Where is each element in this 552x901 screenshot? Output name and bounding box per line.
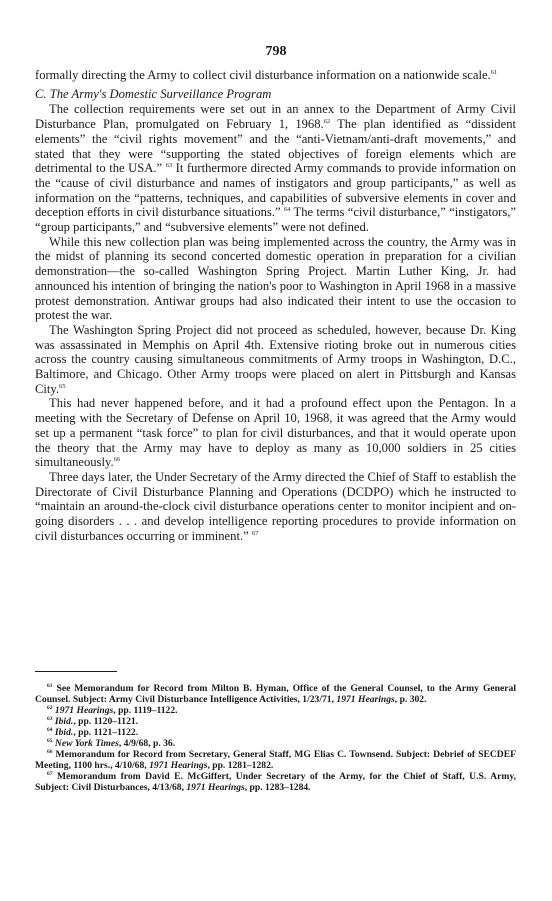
footnote-reference: 61 [490,68,498,76]
text-run: Memorandum from David E. McGiffert, Under Secretary of the Army, for the Chief of Staff, U.S. Army, Subject: Civil Disturbances, 4/13/68, [35,771,516,793]
footnote-reference: 63 [47,715,53,722]
text-run: , pp. 1121–1122. [73,727,139,738]
text-run: , 4/9/68, p. 36. [118,738,176,749]
citation-title: 1971 Hearings [186,782,245,793]
footnote-reference: 64 [283,206,291,214]
text-run: While this new collection plan was being implemented across the country, the Army was in the midst of planning its second concerted domestic operation in preparation for a civilian demonstration—the so-called Washington Spring Project. Martin Luther King, Jr. had announced his intention of bringing the nation's poor to Washington in April 1968 in a massive protest demonstration. Antiwar groups had also indicated their intent to use the occasion to protest the war. [35,234,516,323]
footnote-reference: 64 [47,726,53,733]
text-run: See Memorandum for Record from Milton B. Hyman, Office of the General Counsel, to the Army General Counsel. Subject: Army Civil Disturbance Intelligence Activities, 1/23/71, [35,683,516,705]
footnote-reference: 66 [47,748,53,755]
text-run: The plan identified as “dissident elements” the “civil rights movement” and the “anti-Vietnam/anti-draft movements,” and stated that they were “supporting the stated objectives of foreign elements which are detrimental to the USA.” [35,117,516,176]
section-heading: C. The Army's Domestic Surveillance Program [35,86,272,101]
text-run: The collection requirements were set out in an annex to the Department of Army Civil Disturbance Plan, promulgated on February 1, 1968. [35,102,516,132]
footnotes [35,683,516,793]
footnote-divider [35,671,117,672]
footnote-reference: 65 [59,382,66,390]
paragraph [35,323,516,397]
text-run: Three days later, the Under Secretary of the Army directed the Chief of Staff to establish the Directorate of Civil Disturbance Planning and Operations (DCDPO) which he instructed to “maintain an around-the-clock civil disturbance operations center to monitor incipient and on-going disorders . . . and develop intelligence reporting procedures to provide information on civil disturbances occurring or imminent.” [35,469,516,543]
citation-title: Ibid. [54,727,74,738]
paragraph [35,68,516,83]
footnote-reference: 67 [251,529,259,537]
text-run: The Washington Spring Project did not proceed as scheduled, however, because Dr. King was assassinated in Memphis on April 4th. Extensive rioting broke out in numerous cities across the country causing simultaneous commitments of Army troops in Washington, D.C., Baltimore, and Chicago. Other Army troops were placed on alert in Pittsburgh and Kansas City. [35,322,516,396]
body-text [35,68,516,544]
paragraph [35,102,516,234]
footnote-reference: 62 [47,704,53,711]
text-run: , pp. 1281–1282. [207,760,274,771]
citation-title: 1971 Hearings [149,760,208,771]
citation-title: Ibid. [54,716,74,727]
footnote [35,738,516,749]
paragraph [35,235,516,323]
text-run: , pp. 1283–1284. [244,782,311,793]
footnote [35,727,516,738]
citation-title: New York Times [54,738,119,749]
footnote [35,683,516,705]
footnote-reference: 61 [47,682,53,689]
footnote [35,716,516,727]
footnote-reference: 66 [113,456,121,464]
text-run: This had never happened before, and it had a profound effect upon the Pentagon. In a meeting with the Secretary of Defense on April 10, 1968, it was agreed that the Army would set up a permanent “task force” to plan for civil disturbances, and that it would operate upon the theory that the Army may have to deploy as many as 10,000 soldiers in 25 cities simultaneously. [35,396,516,470]
footnote-reference: 67 [47,770,53,777]
citation-title: 1971 Hearings [54,705,114,716]
text-run: The terms “civil disturbance,” “instigators,” “group participants,” and “subversive elements” were not defined. [35,205,516,235]
page-number: 798 [265,44,287,59]
footnote [35,749,516,771]
text-run: , p. 302. [394,694,427,705]
footnote [35,705,516,716]
text-run: , pp. 1119–1122. [113,705,178,716]
text-run: formally directing the Army to collect civil disturbance information on a nationwide scale. [35,68,491,82]
text-run: , pp. 1120–1121. [73,716,139,727]
footnote-reference: 63 [165,162,173,170]
footnote-reference: 65 [47,737,53,744]
footnote-reference: 62 [323,117,331,125]
footnote [35,771,516,793]
text-run: It furthermore directed Army commands to provide information on the “cause of civil disturbance and names of instigators and group participants,” as well as information on the “patterns, techniques, and capabilities of subversive elements in cover and deception efforts in civil disturbance situations.” [35,161,516,220]
citation-title: 1971 Hearings [336,694,395,705]
paragraph [35,396,516,470]
paragraph [35,470,516,544]
text-run: Memorandum for Record from Secretary, General Staff, MG Elias C. Townsend. Subject: Debrief of SECDEF Meeting, 1100 hrs., 4/10/68, [35,749,516,771]
